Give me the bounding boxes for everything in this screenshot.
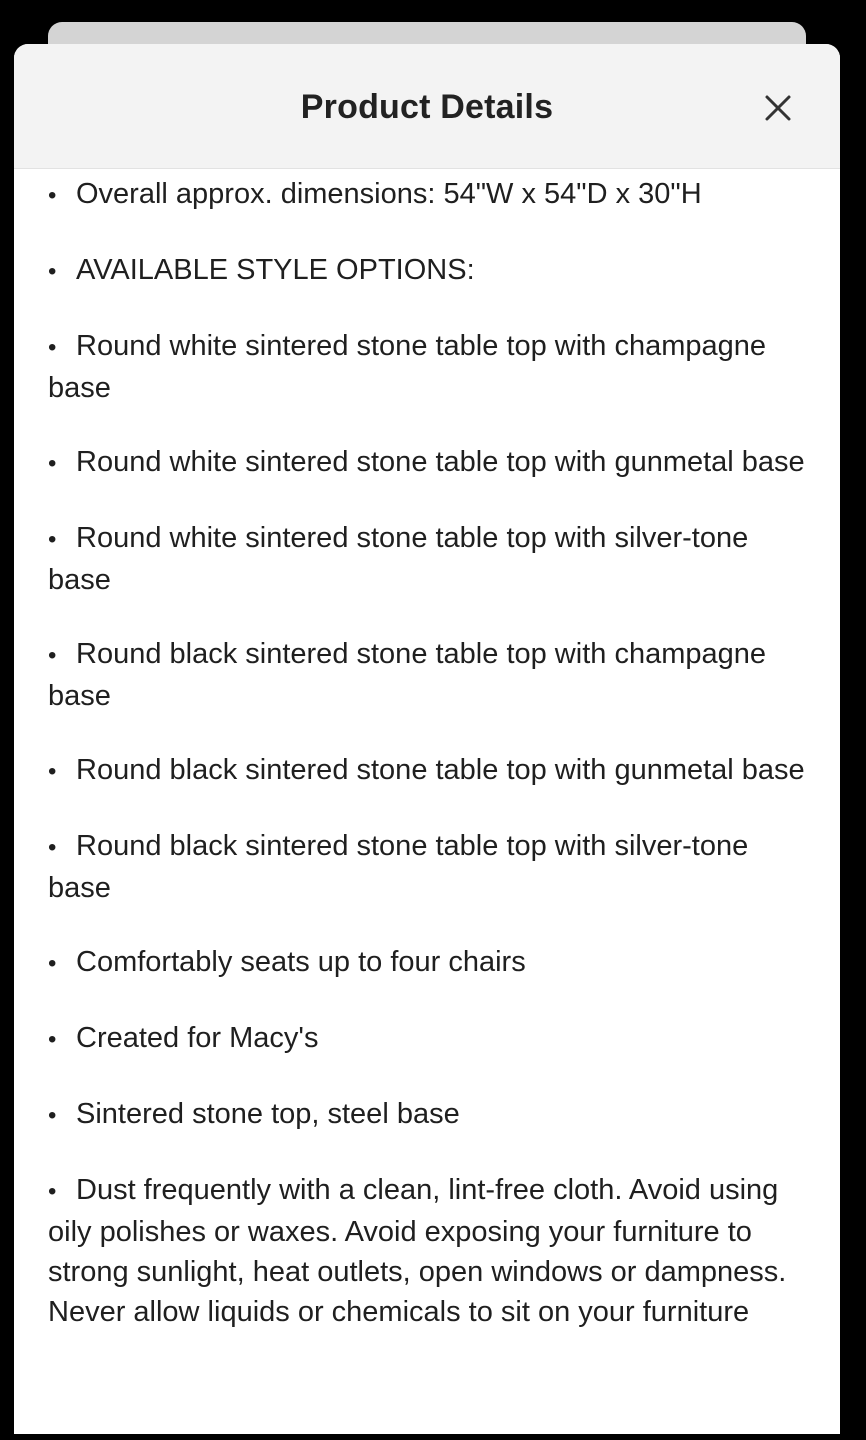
detail-item-style-option: • Round white sintered stone table top with silver-tone base: [48, 522, 749, 596]
sheet-header: [14, 44, 840, 169]
detail-item-style-heading: • AVAILABLE STYLE OPTIONS:: [48, 250, 818, 292]
bullet: •: [48, 450, 57, 477]
close-button[interactable]: [756, 86, 800, 130]
detail-item-style-option: • Round black sintered stone table top with gunmetal base: [48, 750, 818, 792]
bullet: •: [48, 258, 57, 285]
sheet-title: Product Details: [300, 88, 554, 126]
details-list: [48, 174, 818, 1366]
bullet: •: [48, 758, 57, 785]
detail-item-dimensions: • Overall approx. dimensions: 54"W x 54"D x 30"H: [48, 174, 818, 216]
close-icon: [756, 86, 800, 130]
detail-item-seating: • Comfortably seats up to four chairs: [48, 942, 818, 984]
bullet: •: [48, 1178, 57, 1205]
bullet: •: [48, 182, 57, 209]
detail-item-created-for: • Created for Macy's: [48, 1018, 818, 1060]
bullet: •: [48, 1026, 57, 1053]
product-details-sheet: [14, 44, 840, 1434]
bullet: •: [48, 526, 57, 553]
detail-item-style-option: • Round black sintered stone table top with silver-tone base: [48, 830, 749, 904]
bullet: •: [48, 950, 57, 977]
bullet: •: [48, 642, 57, 669]
bullet: •: [48, 334, 57, 361]
detail-item-style-option: • Round black sintered stone table top with champagne base: [48, 638, 766, 712]
detail-item-style-option: • Round white sintered stone table top with gunmetal base: [48, 442, 818, 484]
bullet: •: [48, 1102, 57, 1129]
detail-item-style-option: • Round white sintered stone table top with champagne base: [48, 330, 766, 404]
bullet: •: [48, 834, 57, 861]
detail-item-materials: • Sintered stone top, steel base: [48, 1094, 818, 1136]
detail-item-care: • Dust frequently with a clean, lint-free cloth. Avoid using oily polishes or waxes. Avoid exposing your furniture to strong sunlight, heat outlets, open windows or dampness. Never allow liquids or chemicals to sit on your furniture: [48, 1174, 787, 1328]
